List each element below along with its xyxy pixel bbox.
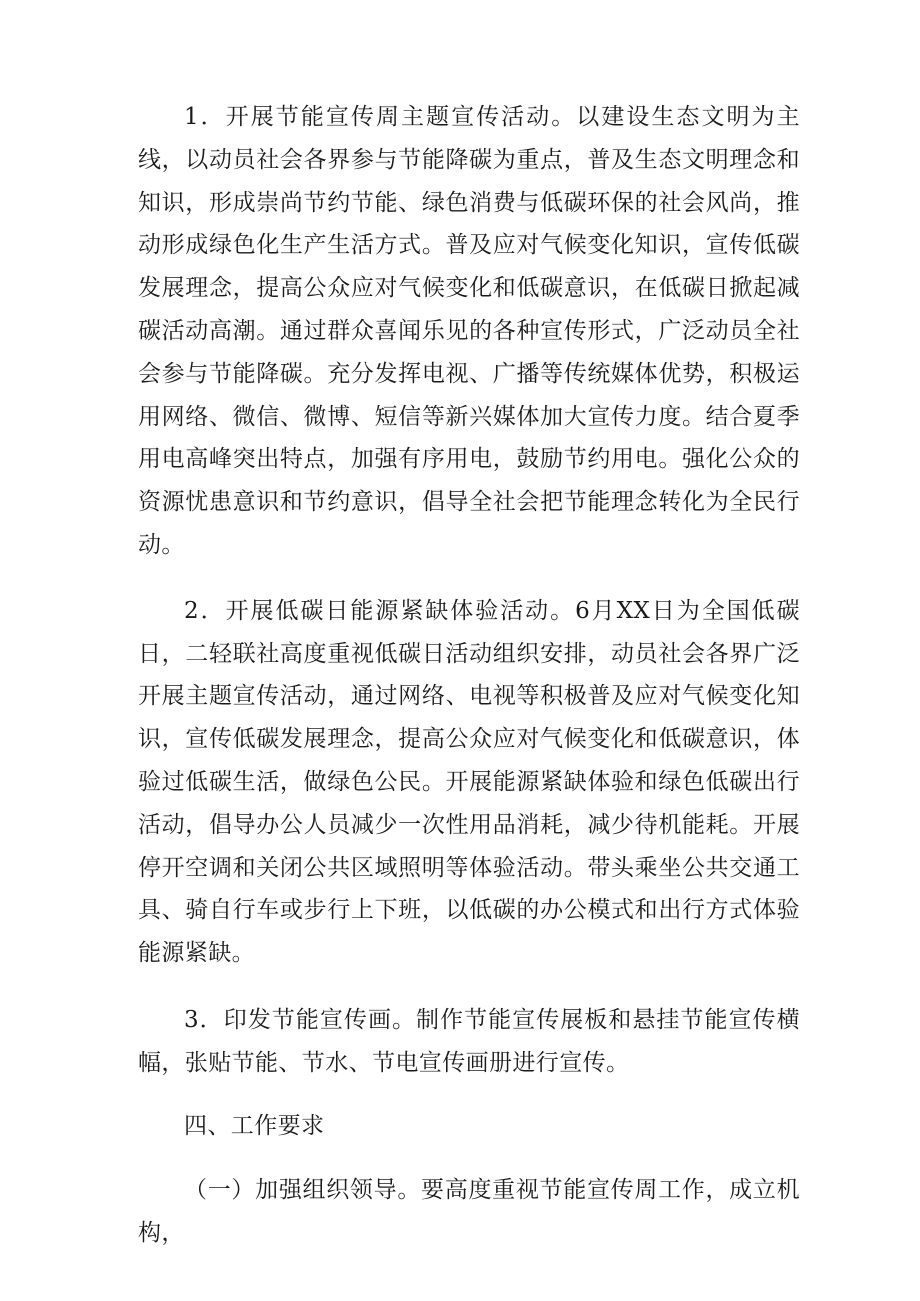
paragraph-posters: 3．印发节能宣传画。制作节能宣传展板和悬挂节能宣传横幅，张贴节能、节水、节电宣传画册进行宣传。 [138,1006,800,1076]
paragraph-energy-week-campaign: 1．开展节能宣传周主题宣传活动。以建设生态文明为主线，以动员社会各界参与节能降碳为重点，普及生态文明理念和知识，形成崇尚节约节能、绿色消费与低碳环保的社会风尚，推动形成绿色化生产生活方式。普及应对气候变化知识，宣传低碳发展理念，提高公众应对气候变化和低碳意识，在低碳日掀起减碳活动高潮。通过群众喜闻乐见的各种宣传形式，广泛动员全社会参与节能降碳。充分发挥电视、广播等传统媒体优势，积极运用网络、微信、微博、短信等新兴媒体加大宣传力度。结合夏季用电高峰突出特点，加强有序用电，鼓励节约用电。强化公众的资源忧患意识和节约意识，倡导全社会把节能理念转化为全民行动。 [138,104,800,558]
paragraph-organization-leadership: （一）加强组织领导。要高度重视节能宣传周工作，成立机构， [138,1177,800,1247]
paragraph-low-carbon-day: 2．开展低碳日能源紧缺体验活动。6月XX日为全国低碳日，二轻联社高度重视低碳日活动组织安排，动员社会各界广泛开展主题宣传活动，通过网络、电视等积极普及应对气候变化知识，宣传低碳发展理念，提高公众应对气候变化和低碳意识，体验过低碳生活，做绿色公民。开展能源紧缺体验和绿色低碳出行活动，倡导办公人员减少一次性用品消耗，减少待机能耗。开展停开空调和关闭公共区域照明等体验活动。带头乘坐公共交通工具、骑自行车或步行上下班，以低碳的办公模式和出行方式体验能源紧缺。 [138,597,800,967]
document-page [138,96,800,1255]
section-heading-work-requirements: 四、工作要求 [184,1112,325,1139]
